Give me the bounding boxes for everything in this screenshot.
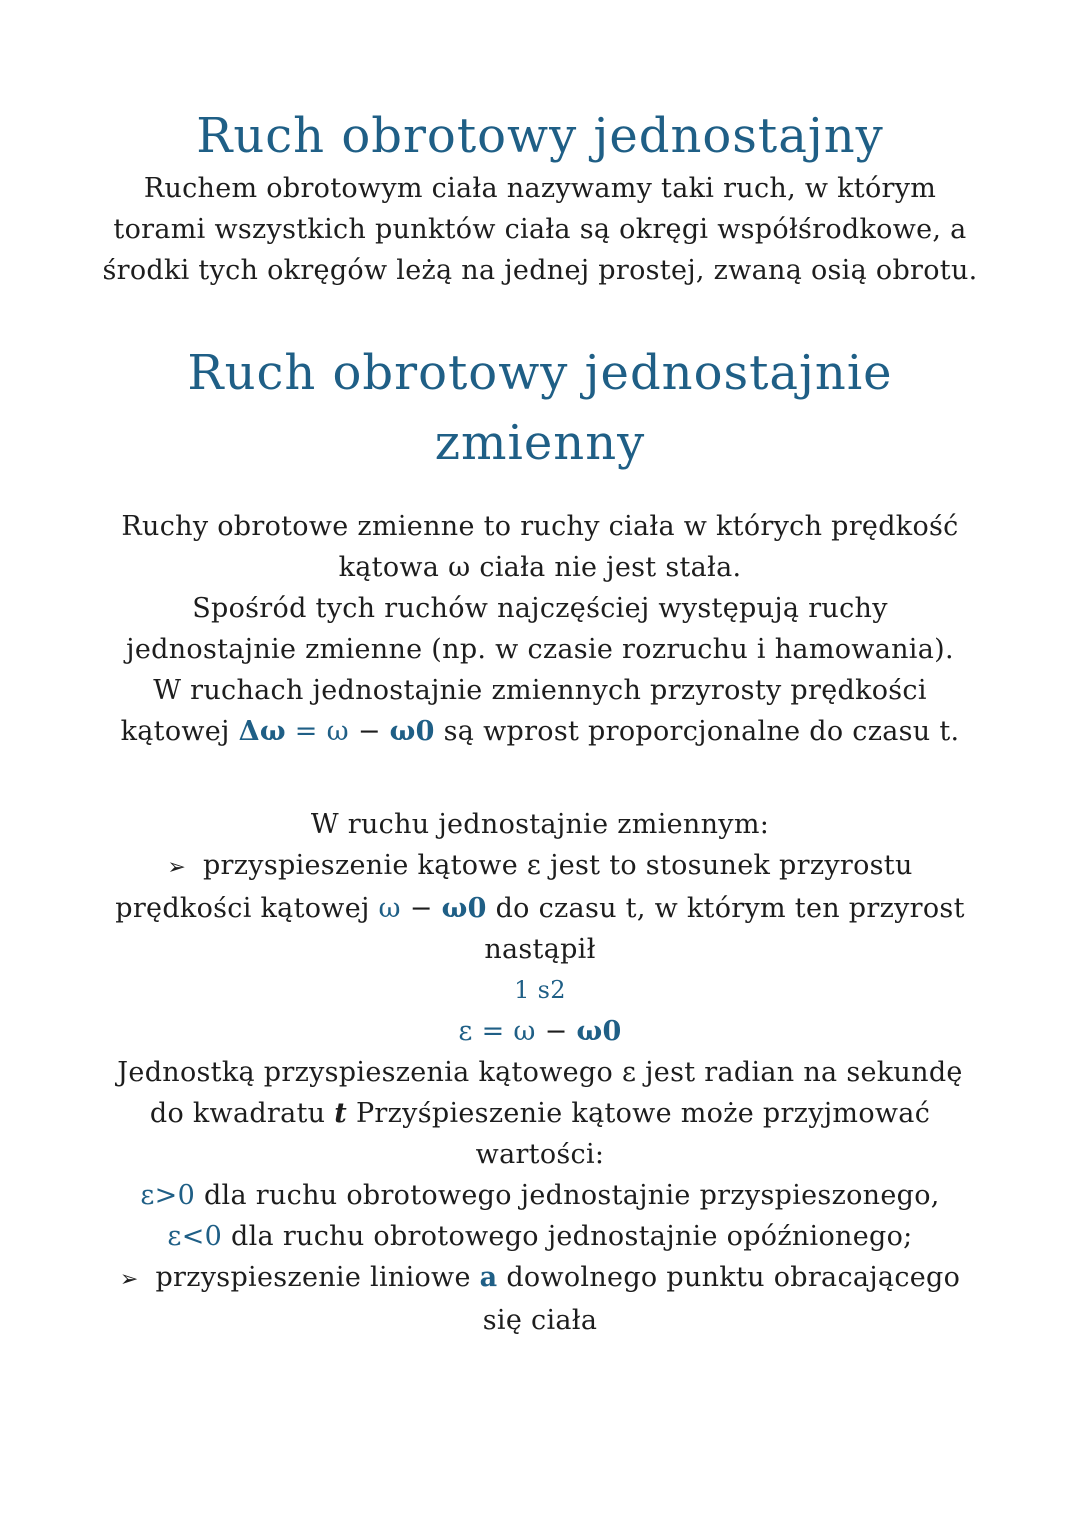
- minus-sign: −: [409, 893, 433, 924]
- minus-sign: −: [357, 716, 381, 747]
- title-line: Ruch obrotowy jednostajnie: [187, 345, 893, 401]
- omega-symbol: ω: [378, 893, 401, 924]
- text-line: [90, 888, 990, 929]
- paragraph-variable-motion: [90, 506, 990, 752]
- omega-zero-symbol: ω0: [576, 1016, 622, 1047]
- text-line: Spośród tych ruchów najczęściej występują ruchy: [192, 593, 888, 624]
- epsilon-positive: ε>0: [140, 1180, 196, 1211]
- omega-symbol: ω: [513, 1016, 536, 1047]
- text-line: [90, 547, 990, 588]
- paragraph-definition: [90, 168, 990, 291]
- text-fragment: przyspieszenie kątowe: [202, 850, 518, 881]
- text-fragment: przyspieszenie liniowe: [155, 1262, 471, 1293]
- text-line: W ruchu jednostajnie zmiennym:: [310, 809, 770, 840]
- text-fragment: jest to stosunek przyrostu: [550, 850, 913, 881]
- paragraph-uniform-variable: [90, 804, 990, 1341]
- text-fragment: Jednostką przyspieszenia kątowego: [117, 1057, 614, 1088]
- omega-zero-symbol: ω0: [389, 716, 435, 747]
- text-line: Ruchy obrotowe zmienne to ruchy ciała w których prędkość: [121, 511, 959, 542]
- omega-symbol: ω: [448, 552, 471, 583]
- text-fragment: Przyśpieszenie kątowe może przyjmować: [355, 1098, 931, 1129]
- equals-sign: =: [294, 716, 318, 747]
- text-line: [90, 1093, 990, 1134]
- text-line: wartości:: [475, 1139, 605, 1170]
- title-variable-rotation: [0, 338, 1080, 478]
- equals-sign: =: [481, 1016, 505, 1047]
- equation-epsilon: [90, 1011, 990, 1052]
- text-fragment: do kwadratu: [149, 1098, 326, 1129]
- delta-omega-formula: Δω: [238, 716, 286, 747]
- a-symbol: a: [479, 1262, 498, 1293]
- omega-zero-symbol: ω0: [441, 893, 487, 924]
- text-line: jednostajnie zmienne (np. w czasie rozruchu i hamowania).: [126, 634, 954, 665]
- text-fragment: są wprost proporcjonalne do czasu t.: [443, 716, 960, 747]
- arrow-bullet-icon: ➢: [167, 855, 187, 880]
- text-line: [90, 1175, 990, 1216]
- epsilon-negative: ε<0: [167, 1221, 223, 1252]
- text-line: nastąpił: [484, 934, 596, 965]
- text-line: środki tych okręgów leżą na jednej prostej, zwaną osią obrotu.: [102, 255, 978, 286]
- epsilon-symbol: ε: [458, 1016, 473, 1047]
- text-line: torami wszystkich punktów ciała są okręgi współśrodkowe, a: [113, 214, 967, 245]
- text-fragment: dla ruchu obrotowego jednostajnie opóźnionego;: [231, 1221, 913, 1252]
- text-fragment: do czasu t, w którym ten przyrost: [495, 893, 965, 924]
- text-fragment: kątowej: [120, 716, 230, 747]
- epsilon-symbol: ε: [621, 1057, 637, 1088]
- epsilon-symbol: ε: [526, 850, 542, 881]
- text-line: [90, 1216, 990, 1257]
- text-fragment: jest radian na sekundę: [645, 1057, 963, 1088]
- title-uniform-rotation: Ruch obrotowy jednostajny: [196, 108, 884, 164]
- minus-sign: −: [544, 1016, 568, 1047]
- text-fragment: prędkości kątowej: [115, 893, 370, 924]
- text-fragment: ciała nie jest stała.: [479, 552, 742, 583]
- text-line: Ruchem obrotowym ciała nazywamy taki ruch, w którym: [143, 173, 937, 204]
- text-line: się ciała: [482, 1305, 598, 1336]
- text-fragment: dla ruchu obrotowego jednostajnie przyspieszonego,: [203, 1180, 940, 1211]
- text-line: [90, 1257, 990, 1300]
- text-line: [90, 711, 990, 752]
- text-line: W ruchach jednostajnie zmiennych przyrosty prędkości: [153, 675, 927, 706]
- unit-fraction: 1 s2: [514, 976, 566, 1004]
- text-fragment: dowolnego punktu obracającego: [506, 1262, 961, 1293]
- text-fragment: kątowa: [338, 552, 440, 583]
- text-line: [90, 845, 990, 888]
- arrow-bullet-icon: ➢: [119, 1267, 139, 1292]
- text-line: [90, 1052, 990, 1093]
- t-symbol: t: [334, 1098, 348, 1129]
- omega-symbol: ω: [326, 716, 349, 747]
- title-line: zmienny: [434, 415, 646, 471]
